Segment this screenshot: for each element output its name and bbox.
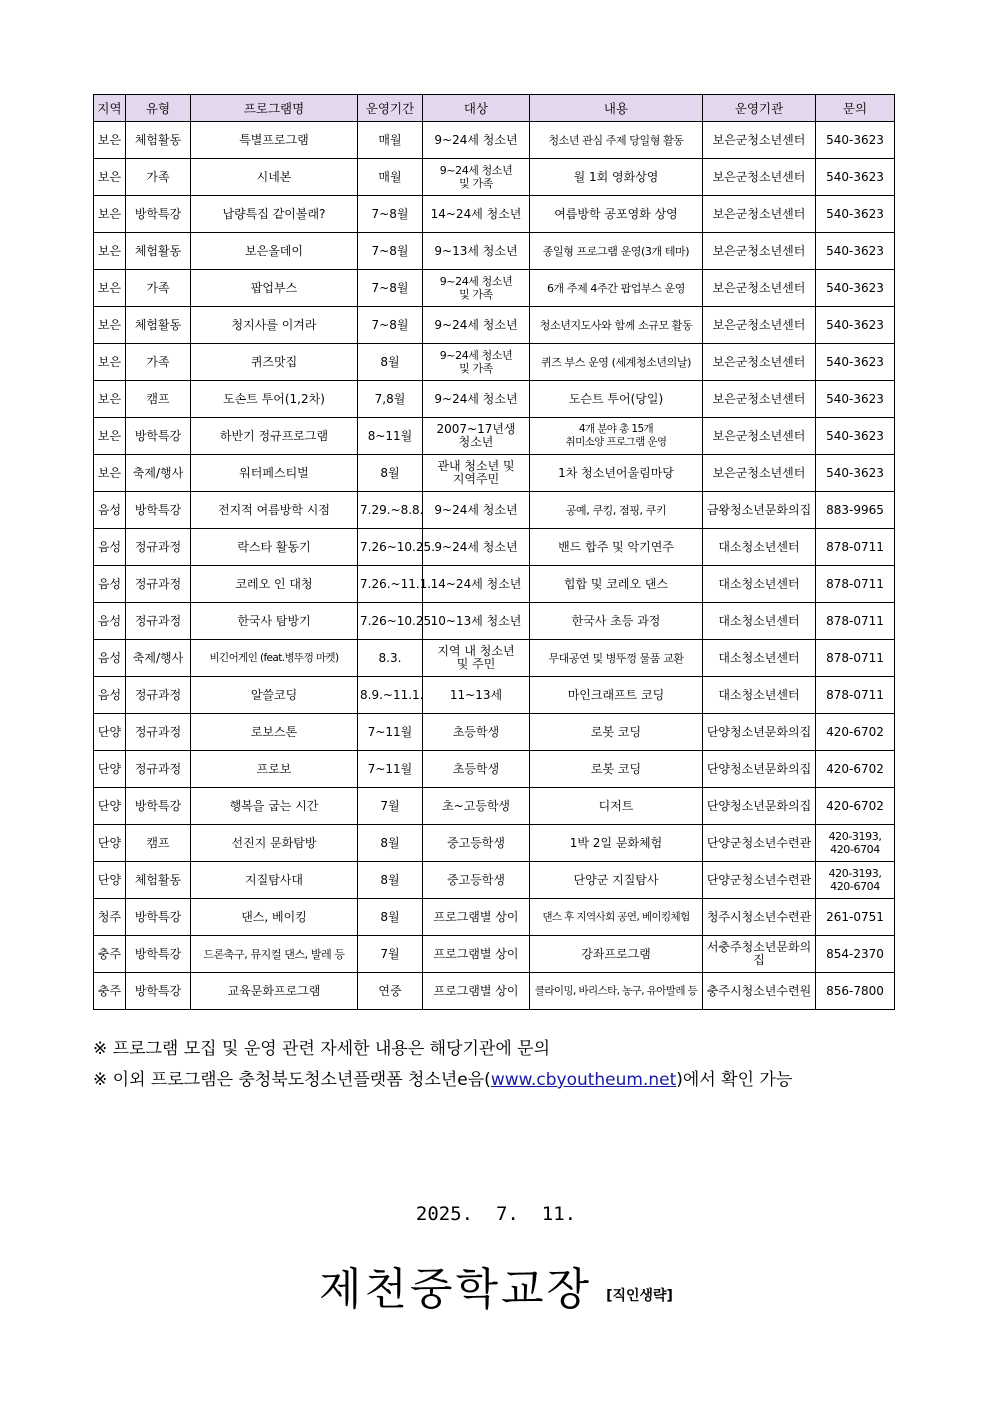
- content-cell: 1박 2일 문화체험: [530, 825, 703, 862]
- contact-cell: 540-3623: [816, 122, 895, 159]
- platform-link[interactable]: www.cbyoutheum.net: [490, 1070, 677, 1090]
- note-platform-prefix: ※ 이외 프로그램은 충청북도청소년플랫폼 청소년e음(: [93, 1070, 491, 1090]
- contact-cell: 878-0711: [816, 640, 895, 677]
- table-row: [94, 455, 895, 492]
- target-cell: 관내 청소년 및 지역주민: [423, 455, 530, 492]
- type-cell: 정규과정: [126, 566, 191, 603]
- target-cell: 11~13세: [423, 677, 530, 714]
- seal-omitted-note: [직인생략]: [606, 1288, 673, 1304]
- content-cell: 무대공연 및 병뚜껑 물품 교환: [530, 640, 703, 677]
- period-cell: 8.3.: [358, 640, 423, 677]
- organization-cell: 대소청소년센터: [703, 529, 816, 566]
- region-cell: 보은: [94, 196, 126, 233]
- region-cell: 단양: [94, 751, 126, 788]
- program-name-cell: 특별프로그램: [191, 122, 358, 159]
- type-cell: 가족: [126, 159, 191, 196]
- organization-cell: 단양군청소년수련관: [703, 862, 816, 899]
- table-row: [94, 492, 895, 529]
- contact-cell: 540-3623: [816, 270, 895, 307]
- organization-cell: 단양군청소년수련관: [703, 825, 816, 862]
- type-cell: 축제/행사: [126, 640, 191, 677]
- program-name-cell: 댄스, 베이킹: [191, 899, 358, 936]
- target-cell: 프로그램별 상이: [423, 899, 530, 936]
- content-cell: 로봇 코딩: [530, 751, 703, 788]
- type-cell: 체험활동: [126, 862, 191, 899]
- program-name-cell: 프로보: [191, 751, 358, 788]
- table-row: [94, 603, 895, 640]
- program-name-cell: 비긴어게인 (feat.병뚜껑 마켓): [191, 640, 358, 677]
- target-cell: 2007~17년생 청소년: [423, 418, 530, 455]
- period-cell: 7~11월: [358, 751, 423, 788]
- program-name-cell: 시네본: [191, 159, 358, 196]
- region-cell: 보은: [94, 159, 126, 196]
- contact-cell: 540-3623: [816, 233, 895, 270]
- table-row: [94, 973, 895, 1010]
- table-header-row: [94, 95, 895, 122]
- period-cell: 매월: [358, 159, 423, 196]
- period-cell: 8월: [358, 899, 423, 936]
- period-cell: 연중: [358, 973, 423, 1010]
- type-cell: 가족: [126, 344, 191, 381]
- period-cell: 7~8월: [358, 196, 423, 233]
- program-name-cell: 하반기 정규프로그램: [191, 418, 358, 455]
- header-cell: 문의: [816, 95, 895, 122]
- period-cell: 7.26.~11.1.: [358, 566, 423, 603]
- table-row: [94, 677, 895, 714]
- header-cell: 대상: [423, 95, 530, 122]
- table-row: [94, 936, 895, 973]
- contact-cell: 420-6702: [816, 751, 895, 788]
- program-name-cell: 팝업부스: [191, 270, 358, 307]
- region-cell: 충주: [94, 973, 126, 1010]
- type-cell: 캠프: [126, 825, 191, 862]
- table-row: [94, 196, 895, 233]
- type-cell: 정규과정: [126, 714, 191, 751]
- program-name-cell: 보은올데이: [191, 233, 358, 270]
- region-cell: 보은: [94, 381, 126, 418]
- content-cell: 공예, 쿠킹, 점핑, 쿠키: [530, 492, 703, 529]
- organization-cell: 대소청소년센터: [703, 603, 816, 640]
- contact-cell: 540-3623: [816, 455, 895, 492]
- content-cell: 댄스 후 지역사회 공연, 베이킹체험: [530, 899, 703, 936]
- region-cell: 보은: [94, 270, 126, 307]
- type-cell: 정규과정: [126, 751, 191, 788]
- content-cell: 종일형 프로그램 운영(3개 테마): [530, 233, 703, 270]
- organization-cell: 보은군청소년센터: [703, 122, 816, 159]
- target-cell: 14~24세 청소년: [423, 566, 530, 603]
- note-platform: [93, 1065, 792, 1096]
- organization-cell: 보은군청소년센터: [703, 159, 816, 196]
- type-cell: 방학특강: [126, 196, 191, 233]
- type-cell: 체험활동: [126, 307, 191, 344]
- type-cell: 방학특강: [126, 492, 191, 529]
- content-cell: 밴드 합주 및 악기연주: [530, 529, 703, 566]
- target-cell: 9~13세 청소년: [423, 233, 530, 270]
- contact-cell: 540-3623: [816, 307, 895, 344]
- header-cell: 유형: [126, 95, 191, 122]
- table-row: [94, 899, 895, 936]
- organization-cell: 보은군청소년센터: [703, 307, 816, 344]
- contact-cell: 420-6702: [816, 788, 895, 825]
- contact-cell: 878-0711: [816, 566, 895, 603]
- target-cell: 중고등학생: [423, 825, 530, 862]
- program-name-cell: 워터페스티벌: [191, 455, 358, 492]
- program-name-cell: 한국사 탐방기: [191, 603, 358, 640]
- header-cell: 운영기관: [703, 95, 816, 122]
- table-row: [94, 751, 895, 788]
- type-cell: 방학특강: [126, 788, 191, 825]
- organization-cell: 보은군청소년센터: [703, 381, 816, 418]
- organization-cell: 단양청소년문화의집: [703, 714, 816, 751]
- target-cell: 프로그램별 상이: [423, 936, 530, 973]
- region-cell: 보은: [94, 418, 126, 455]
- program-name-cell: 드론축구, 뮤지컬 댄스, 발레 등: [191, 936, 358, 973]
- period-cell: 8월: [358, 862, 423, 899]
- period-cell: 8월: [358, 344, 423, 381]
- table-row: [94, 825, 895, 862]
- table-row: [94, 862, 895, 899]
- content-cell: 청소년 관심 주제 당일형 활동: [530, 122, 703, 159]
- region-cell: 보은: [94, 122, 126, 159]
- type-cell: 방학특강: [126, 418, 191, 455]
- period-cell: 8월: [358, 455, 423, 492]
- contact-cell: 261-0751: [816, 899, 895, 936]
- table-row: [94, 529, 895, 566]
- content-cell: 강좌프로그램: [530, 936, 703, 973]
- type-cell: 방학특강: [126, 936, 191, 973]
- content-cell: 퀴즈 부스 운영 (세계청소년의날): [530, 344, 703, 381]
- content-cell: 여름방학 공포영화 상영: [530, 196, 703, 233]
- organization-cell: 서충주청소년문화의집: [703, 936, 816, 973]
- contact-cell: 540-3623: [816, 196, 895, 233]
- table-row: [94, 566, 895, 603]
- region-cell: 보은: [94, 307, 126, 344]
- content-cell: 6개 주제 4주간 팝업부스 운영: [530, 270, 703, 307]
- period-cell: 7~11월: [358, 714, 423, 751]
- period-cell: 7월: [358, 936, 423, 973]
- region-cell: 단양: [94, 788, 126, 825]
- program-name-cell: 락스타 활동기: [191, 529, 358, 566]
- target-cell: 중고등학생: [423, 862, 530, 899]
- target-cell: 9~24세 청소년: [423, 307, 530, 344]
- program-name-cell: 코레오 인 대청: [191, 566, 358, 603]
- content-cell: 힙합 및 코레오 댄스: [530, 566, 703, 603]
- contact-cell: 854-2370: [816, 936, 895, 973]
- table-row: [94, 122, 895, 159]
- program-name-cell: 청지사를 이겨라: [191, 307, 358, 344]
- period-cell: 8~11월: [358, 418, 423, 455]
- organization-cell: 대소청소년센터: [703, 677, 816, 714]
- organization-cell: 보은군청소년센터: [703, 233, 816, 270]
- period-cell: 7,8월: [358, 381, 423, 418]
- region-cell: 단양: [94, 714, 126, 751]
- target-cell: 14~24세 청소년: [423, 196, 530, 233]
- organization-cell: 단양청소년문화의집: [703, 751, 816, 788]
- program-name-cell: 지질탐사대: [191, 862, 358, 899]
- contact-cell: 878-0711: [816, 677, 895, 714]
- organization-cell: 보은군청소년센터: [703, 196, 816, 233]
- program-table: [93, 94, 895, 1010]
- period-cell: 7~8월: [358, 270, 423, 307]
- contact-cell: 540-3623: [816, 418, 895, 455]
- header-cell: 운영기간: [358, 95, 423, 122]
- period-cell: 매월: [358, 122, 423, 159]
- program-name-cell: 알쓸코딩: [191, 677, 358, 714]
- organization-cell: 보은군청소년센터: [703, 418, 816, 455]
- organization-cell: 대소청소년센터: [703, 566, 816, 603]
- type-cell: 정규과정: [126, 677, 191, 714]
- content-cell: 1차 청소년어울림마당: [530, 455, 703, 492]
- program-name-cell: 퀴즈맛집: [191, 344, 358, 381]
- region-cell: 음성: [94, 603, 126, 640]
- organization-cell: 금왕청소년문화의집: [703, 492, 816, 529]
- period-cell: 8월: [358, 825, 423, 862]
- contact-cell: 420-3193, 420-6704: [816, 862, 895, 899]
- target-cell: 지역 내 청소년 및 주민: [423, 640, 530, 677]
- target-cell: 초등학생: [423, 714, 530, 751]
- table-row: [94, 233, 895, 270]
- content-cell: 로봇 코딩: [530, 714, 703, 751]
- type-cell: 가족: [126, 270, 191, 307]
- target-cell: 9~24세 청소년: [423, 492, 530, 529]
- target-cell: 초~고등학생: [423, 788, 530, 825]
- organization-cell: 보은군청소년센터: [703, 344, 816, 381]
- program-name-cell: 행복을 굽는 시간: [191, 788, 358, 825]
- type-cell: 캠프: [126, 381, 191, 418]
- type-cell: 정규과정: [126, 603, 191, 640]
- target-cell: 10~13세 청소년: [423, 603, 530, 640]
- content-cell: 4개 분야 총 15개 취미소양 프로그램 운영: [530, 418, 703, 455]
- table-row: [94, 344, 895, 381]
- table-row: [94, 270, 895, 307]
- organization-cell: 단양청소년문화의집: [703, 788, 816, 825]
- content-cell: 디저트: [530, 788, 703, 825]
- content-cell: 청소년지도사와 함께 소규모 활동: [530, 307, 703, 344]
- target-cell: 프로그램별 상이: [423, 973, 530, 1010]
- table-body: [94, 122, 895, 1010]
- target-cell: 9~24세 청소년: [423, 529, 530, 566]
- program-name-cell: 로보스톤: [191, 714, 358, 751]
- target-cell: 9~24세 청소년 및 가족: [423, 159, 530, 196]
- region-cell: 보은: [94, 455, 126, 492]
- contact-cell: 420-6702: [816, 714, 895, 751]
- region-cell: 음성: [94, 566, 126, 603]
- program-name-cell: 도손트 투어(1,2차): [191, 381, 358, 418]
- note-platform-suffix: )에서 확인 가능: [676, 1070, 793, 1090]
- period-cell: 7.26~10.25.: [358, 603, 423, 640]
- region-cell: 충주: [94, 936, 126, 973]
- contact-cell: 878-0711: [816, 603, 895, 640]
- content-cell: 단양군 지질탐사: [530, 862, 703, 899]
- contact-cell: 420-3193, 420-6704: [816, 825, 895, 862]
- organization-cell: 대소청소년센터: [703, 640, 816, 677]
- note-inquiry: ※ 프로그램 모집 및 운영 관련 자세한 내용은 해당기관에 문의: [93, 1039, 551, 1059]
- target-cell: 9~24세 청소년 및 가족: [423, 270, 530, 307]
- table-row: [94, 307, 895, 344]
- contact-cell: 540-3623: [816, 159, 895, 196]
- target-cell: 9~24세 청소년: [423, 122, 530, 159]
- contact-cell: 540-3623: [816, 381, 895, 418]
- content-cell: 마인크래프트 코딩: [530, 677, 703, 714]
- content-cell: 월 1회 영화상영: [530, 159, 703, 196]
- contact-cell: 540-3623: [816, 344, 895, 381]
- header-cell: 지역: [94, 95, 126, 122]
- type-cell: 체험활동: [126, 233, 191, 270]
- period-cell: 7~8월: [358, 233, 423, 270]
- region-cell: 음성: [94, 529, 126, 566]
- table-row: [94, 788, 895, 825]
- table-row: [94, 159, 895, 196]
- program-name-cell: 교육문화프로그램: [191, 973, 358, 1010]
- target-cell: 9~24세 청소년 및 가족: [423, 344, 530, 381]
- type-cell: 체험활동: [126, 122, 191, 159]
- period-cell: 8.9.~11.1.: [358, 677, 423, 714]
- program-name-cell: 전지적 여름방학 시점: [191, 492, 358, 529]
- program-name-cell: 선진지 문화탐방: [191, 825, 358, 862]
- table-row: [94, 381, 895, 418]
- target-cell: 9~24세 청소년: [423, 381, 530, 418]
- region-cell: 보은: [94, 233, 126, 270]
- period-cell: 7.26~10.25.: [358, 529, 423, 566]
- region-cell: 청주: [94, 899, 126, 936]
- organization-cell: 청주시청소년수련관: [703, 899, 816, 936]
- organization-cell: 충주시청소년수련원: [703, 973, 816, 1010]
- principal-title: 제천중학교장: [319, 1264, 593, 1315]
- region-cell: 음성: [94, 492, 126, 529]
- table-row: [94, 418, 895, 455]
- organization-cell: 보은군청소년센터: [703, 455, 816, 492]
- document-date: 2025. 7. 11.: [415, 1203, 577, 1225]
- period-cell: 7~8월: [358, 307, 423, 344]
- signature-block: [0, 1253, 992, 1317]
- header-cell: 내용: [530, 95, 703, 122]
- contact-cell: 883-9965: [816, 492, 895, 529]
- content-cell: 도슨트 투어(당일): [530, 381, 703, 418]
- table-row: [94, 714, 895, 751]
- region-cell: 음성: [94, 677, 126, 714]
- program-name-cell: 납량특집 같이볼래?: [191, 196, 358, 233]
- type-cell: 정규과정: [126, 529, 191, 566]
- organization-cell: 보은군청소년센터: [703, 270, 816, 307]
- contact-cell: 878-0711: [816, 529, 895, 566]
- region-cell: 음성: [94, 640, 126, 677]
- region-cell: 단양: [94, 825, 126, 862]
- content-cell: 클라이밍, 바리스타, 농구, 유아발레 등: [530, 973, 703, 1010]
- notes: [93, 1034, 792, 1096]
- type-cell: 방학특강: [126, 899, 191, 936]
- table-row: [94, 640, 895, 677]
- content-cell: 한국사 초등 과정: [530, 603, 703, 640]
- header-cell: 프로그램명: [191, 95, 358, 122]
- region-cell: 단양: [94, 862, 126, 899]
- type-cell: 방학특강: [126, 973, 191, 1010]
- type-cell: 축제/행사: [126, 455, 191, 492]
- period-cell: 7.29.~8.8.: [358, 492, 423, 529]
- contact-cell: 856-7800: [816, 973, 895, 1010]
- region-cell: 보은: [94, 344, 126, 381]
- period-cell: 7월: [358, 788, 423, 825]
- target-cell: 초등학생: [423, 751, 530, 788]
